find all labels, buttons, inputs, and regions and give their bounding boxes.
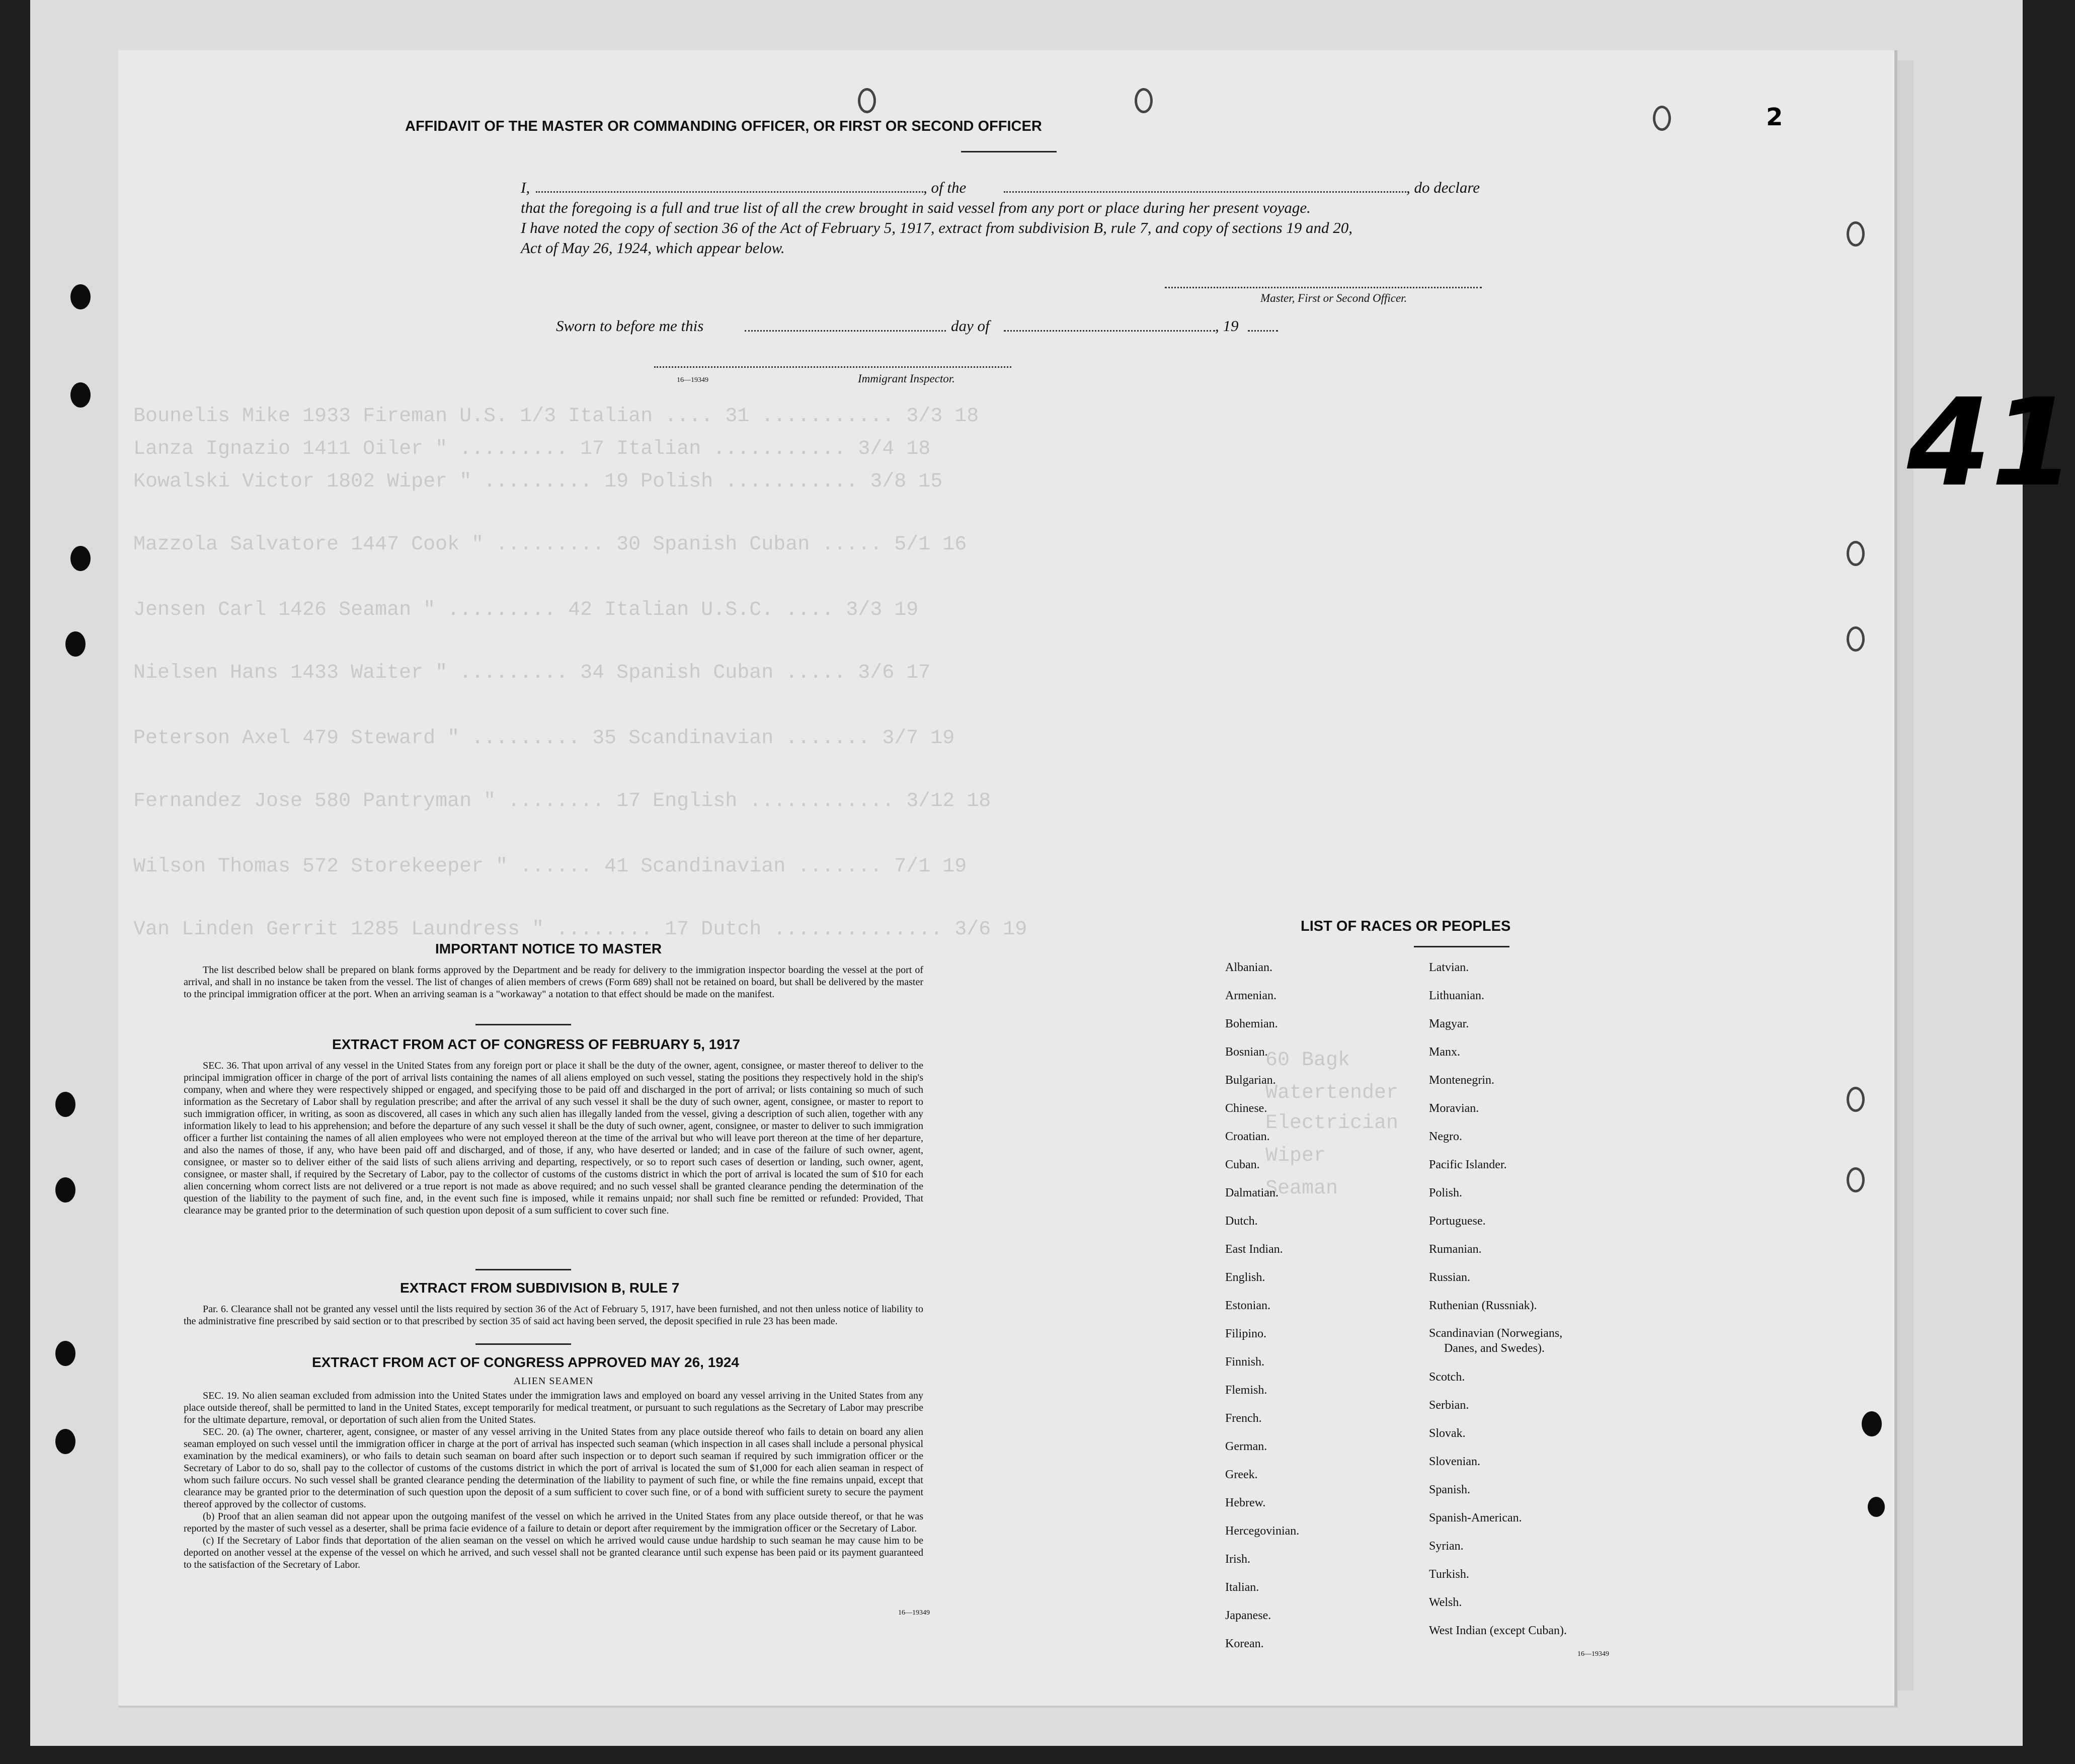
- races-right-upper: [1429, 953, 1567, 1320]
- race-entry: Welsh.: [1429, 1596, 1462, 1609]
- affidavit-line-2: that the foregoing is a full and true list of all the crew brought in said vessel from any port or place during her present voyage.: [521, 199, 1311, 216]
- notice-text: The list described below shall be prepared on blank forms approved by the Department and be ready for delivery to the immigration inspector boarding the vessel at the port of arrival, and shall in no instance be taken from the vessel. The list of changes of alien members of crews (Form 689) shall not be retained on board, but shall be delivered by the master to the principal immigration officer at the port. When an arriving seaman is a "workaway" a notation to that effect should be made on the manifest.: [184, 965, 923, 1000]
- master-caption: Master, First or Second Officer.: [1260, 292, 1407, 304]
- divider: [475, 1343, 571, 1345]
- bleed-through-row: Fernandez Jose 580 Pantryman " ........ 17 English ............ 3/12 18: [133, 790, 991, 813]
- binder-ring: [1847, 626, 1865, 652]
- sworn-label: Sworn to before me this: [556, 317, 704, 335]
- master-signature-blank[interactable]: [1165, 287, 1482, 288]
- race-entry: Hercegovinian.: [1225, 1525, 1300, 1538]
- binder-ring: [1847, 221, 1865, 247]
- binder-ring: [858, 88, 876, 113]
- race-entry: Scotch.: [1429, 1371, 1465, 1384]
- bleed-through-row: Lanza Ignazio 1411 Oiler " ......... 17 Italian ........... 3/4 18: [133, 438, 931, 460]
- bleed-through-row: Nielsen Hans 1433 Waiter " ......... 34 Spanish Cuban ..... 3/6 17: [133, 662, 931, 684]
- bleed-through-row: Wilson Thomas 572 Storekeeper " ...... 41 Scandinavian ....... 7/1 19: [133, 855, 967, 878]
- race-entry: Negro.: [1429, 1130, 1462, 1143]
- year-label: , 19: [1215, 317, 1239, 335]
- race-entry: Latvian.: [1429, 961, 1469, 974]
- race-entry: Spanish.: [1429, 1483, 1471, 1496]
- race-entry: Finnish.: [1225, 1355, 1265, 1369]
- inspector-signature-blank[interactable]: [654, 366, 1011, 368]
- handwritten-sheet-number: 41: [1907, 372, 2075, 513]
- affidavit-line-i: I,: [521, 179, 530, 196]
- race-entry: Spanish-American.: [1429, 1511, 1522, 1525]
- race-entry: Estonian.: [1225, 1299, 1270, 1312]
- race-entry: Dutch.: [1225, 1215, 1258, 1228]
- notice-title: IMPORTANT NOTICE TO MASTER: [435, 941, 662, 956]
- race-entry: Greek.: [1225, 1468, 1258, 1481]
- race-entry: Hebrew.: [1225, 1496, 1266, 1509]
- race-entry: Dalmatian.: [1225, 1186, 1279, 1199]
- race-entry: Rumanian.: [1429, 1243, 1482, 1256]
- bleed-through-row: Kowalski Victor 1802 Wiper " ......... 19 Polish ........... 3/8 15: [133, 470, 943, 493]
- race-entry: Bulgarian.: [1225, 1074, 1276, 1087]
- punch-hole: [55, 1341, 75, 1366]
- inspector-caption: Immigrant Inspector.: [858, 372, 955, 385]
- race-entry: Armenian.: [1225, 989, 1276, 1002]
- day-of-label: day of: [951, 317, 990, 335]
- document-page: [118, 50, 1897, 1708]
- races-right-lower: [1429, 1363, 1567, 1645]
- race-entry: West Indian (except Cuban).: [1429, 1624, 1567, 1637]
- punch-hole: [70, 382, 91, 408]
- punch-hole: [70, 284, 91, 309]
- bleed-through-row: Watertender: [1265, 1082, 1399, 1104]
- bleed-through-row: Jensen Carl 1426 Seaman " ......... 42 Italian U.S.C. .... 3/3 19: [133, 599, 919, 621]
- punch-hole: [1862, 1411, 1882, 1436]
- affidavit-form-number: 16—19349: [677, 376, 708, 384]
- race-entry: Montenegrin.: [1429, 1074, 1494, 1087]
- affidavit-line-of: , of the: [923, 179, 967, 196]
- vessel-blank[interactable]: [1004, 191, 1406, 193]
- year-blank[interactable]: [1248, 330, 1278, 332]
- binder-ring: [1847, 1087, 1865, 1112]
- race-entry: Albanian.: [1225, 961, 1272, 974]
- name-blank[interactable]: [536, 191, 923, 193]
- race-entry-line: Danes, and Swedes).: [1444, 1342, 1545, 1355]
- alien-seamen-subtitle: ALIEN SEAMEN: [513, 1376, 594, 1387]
- punch-hole: [70, 546, 91, 571]
- race-entry: Polish.: [1429, 1186, 1463, 1199]
- race-entry: Korean.: [1225, 1637, 1264, 1650]
- race-entry-line: Scandinavian (Norwegians,: [1429, 1327, 1563, 1340]
- affidavit-line-4: Act of May 26, 1924, which appear below.: [521, 239, 785, 257]
- race-entry: Bohemian.: [1225, 1017, 1278, 1030]
- binder-ring: [1135, 88, 1153, 113]
- race-entry: Syrian.: [1429, 1540, 1464, 1553]
- bleed-through-row: Seaman: [1265, 1177, 1338, 1200]
- extract-1917-text: SEC. 36. That upon arrival of any vessel in the United States from any foreign port or place it shall be the duty of the owner, agent, consignee, or master thereof to deliver to the principal immigration officer in charge of the port of arrival lists containing the names of all aliens employed on such vessel, stating the positions they respectively hold in the ship's company, when and where they were respectively shipped or engaged, and specifying those to be paid off and discharged in the port of arrival; or lists containing so much of such information as the Secretary of Labor shall by regulation prescribe; and after the arrival of any such vessel it shall be the duty of such owner, agent, consignee, or master to report to such immigration officer, in writing, as soon as discovered, all cases in which any such alien has illegally landed from the vessel, giving a description of such alien, together with any information likely to lead to his apprehension; and before the departure of any such vessel it shall be the duty of such owner, agent, consignee, or master to deliver to such immigration officer a further list containing the names of all alien employees who were not employed thereon at the time of the arrival but who will leave port thereon at the time of her departure, and also the names of those, if any, who have been paid off and discharged, and of those, if any, who have deserted or landed; and in case of the failure of such owner, agent, consignee, or master so to deliver either of the said lists of such aliens arriving and departing, respectively, or so to report such cases of desertion or landing, such owner, agent, consignee, or master shall, if required by the Secretary of Labor, pay to the collector of customs of the customs district in which the port of arrival is located the sum of $10 for each alien concerning whom correct lists are not delivered or a true report is not made as above required; and no such vessel shall be granted clearance pending the determination of the question of the liability to the payment of such fine, and, in the event such fine is imposed, while it remains unpaid; nor shall such fine be remitted or refunded: Provided, That clearance may be granted prior to the determination of such question upon deposit of a sum sufficient to cover such fine.: [184, 1060, 923, 1216]
- race-entry: Irish.: [1225, 1553, 1250, 1566]
- punch-hole: [55, 1092, 75, 1117]
- affidavit-line-3: I have noted the copy of section 36 of the Act of February 5, 1917, extract from subdivision B, rule 7, and copy of sections 19 and 20,: [521, 219, 1353, 236]
- race-entry: Croatian.: [1225, 1130, 1270, 1143]
- race-entry: Ruthenian (Russniak).: [1429, 1299, 1537, 1312]
- binder-ring: [1847, 1167, 1865, 1192]
- race-entry: Lithuanian.: [1429, 989, 1484, 1002]
- race-entry: Cuban.: [1225, 1158, 1260, 1171]
- races-title: LIST OF RACES OR PEOPLES: [1301, 918, 1511, 934]
- race-entry: Bosnian.: [1225, 1046, 1268, 1059]
- punch-hole: [65, 631, 86, 657]
- race-entry: Japanese.: [1225, 1609, 1271, 1622]
- rule7-title: EXTRACT FROM SUBDIVISION B, RULE 7: [400, 1280, 680, 1296]
- divider: [1414, 946, 1509, 947]
- race-entry: Filipino.: [1225, 1327, 1267, 1340]
- bleed-through-row: Peterson Axel 479 Steward " ......... 35 Scandinavian ....... 3/7 19: [133, 727, 955, 750]
- race-entry: Serbian.: [1429, 1399, 1469, 1412]
- race-entry: Manx.: [1429, 1046, 1460, 1059]
- races-form-number: 16—19349: [1577, 1650, 1609, 1658]
- bleed-through-row: 60 Bagk: [1265, 1049, 1350, 1072]
- race-entry: English.: [1225, 1271, 1265, 1284]
- extract-1924-title: EXTRACT FROM ACT OF CONGRESS APPROVED MAY 26, 1924: [312, 1354, 739, 1370]
- race-entry: Slovak.: [1429, 1427, 1466, 1440]
- race-entry: Russian.: [1429, 1271, 1471, 1284]
- extract-form-number: 16—19349: [898, 1609, 930, 1617]
- race-entry: Pacific Islander.: [1429, 1158, 1507, 1171]
- bleed-through-row: Electrician: [1265, 1112, 1399, 1135]
- bleed-through-row: Van Linden Gerrit 1285 Laundress " ........ 17 Dutch .............. 3/6 19: [133, 918, 1027, 941]
- binder-ring: [1847, 541, 1865, 566]
- divider: [961, 151, 1057, 152]
- race-entry: Magyar.: [1429, 1017, 1469, 1030]
- binder-ring: [1653, 106, 1671, 131]
- race-entry: Turkish.: [1429, 1568, 1469, 1581]
- bleed-through-row: Bounelis Mike 1933 Fireman U.S. 1/3 Italian .... 31 ........... 3/3 18: [133, 405, 979, 428]
- race-entry: Portuguese.: [1429, 1215, 1486, 1228]
- divider: [475, 1024, 571, 1025]
- punch-hole: [55, 1429, 75, 1454]
- races-left-column: [1225, 953, 1299, 1658]
- race-entry: Chinese.: [1225, 1102, 1267, 1115]
- handwritten-corner-mark: 2: [1766, 103, 1783, 131]
- race-entry: German.: [1225, 1440, 1267, 1453]
- race-entry: Slovenian.: [1429, 1455, 1480, 1468]
- bleed-through-row: Mazzola Salvatore 1447 Cook " ......... 30 Spanish Cuban ..... 5/1 16: [133, 533, 967, 556]
- race-entry: Moravian.: [1429, 1102, 1479, 1115]
- rule7-text: Par. 6. Clearance shall not be granted any vessel until the lists required by section 36 of the Act of February 5, 1917, have been furnished, and not then unless notice of liability to the administrative fine prescribed by said section or to that prescribed by section 35 of said act having been served, the deposit specified in rule 23 has been made.: [184, 1304, 923, 1327]
- punch-hole: [55, 1177, 75, 1202]
- races-right-column: [1429, 953, 1567, 1645]
- race-entry-scandinavian: [1429, 1320, 1567, 1363]
- affidavit-title: AFFIDAVIT OF THE MASTER OR COMMANDING OFFICER, OR FIRST OR SECOND OFFICER: [405, 118, 1042, 134]
- affidavit-line-declare: , do declare: [1406, 179, 1480, 196]
- punch-hole: [1868, 1497, 1885, 1517]
- sworn-day-blank[interactable]: [745, 330, 946, 332]
- race-entry: French.: [1225, 1412, 1262, 1425]
- extract-1924-text: SEC. 19. No alien seaman excluded from admission into the United States under the immigration laws and employed on board any vessel arriving in the United States from any place outside thereof, shall be permitted to land in the United States, except temporarily for medical treatment, or pursuant to such regulations as the Secretary of Labor may prescribe for the ultimate departure, removal, or deportation of such alien from the United States. SEC. 20. (a) The owner, charterer, agent, consignee, or master of any vessel arriving in the United States from any place outside thereof who fails to detain on board any alien seaman employed on such vessel until the immigration officer in charge at the port of arrival has inspected such seaman (which inspection in all cases shall include a personal physical examination by the medical examiners), or who fails to detain such seaman on board after such inspection or to deport such seaman if required by such immigration officer or the Secretary of Labor to do so, shall pay to the collector of customs of the customs district in which the port of arrival is located the sum of $1,000 for each alien seaman in respect of whom such failure occurs. No such vessel shall be granted clearance pending the determination of the liability to payment of such fine, or while the fine remains unpaid, except that clearance may be granted prior to the determination of such question upon the deposit of a sum sufficient to cover such fine, or of a bond with sufficient surety to secure the payment thereof approved by the collector of customs. (b) Proof that an alien seaman did not appear upon the outgoing manifest of the vessel on which he arrived in the United States from any place outside thereof, or that he was reported by the master of such vessel as a deserter, shall be prima facie evidence of a failure to detain or deport after requirement by the immigration officer or the Secretary of Labor. (c) If the Secretary of Labor finds that deportation of the alien seaman on the vessel on which he arrived would cause undue hardship to such seaman he may cause him to be deported on another vessel at the expense of the vessel on which he arrived, and such vessel shall not be granted clearance until such expense has been paid or its payment guaranteed to the satisfaction of the Secretary of Labor.: [184, 1390, 923, 1570]
- divider: [475, 1269, 571, 1270]
- sworn-month-blank[interactable]: [1004, 330, 1215, 332]
- bleed-through-row: Wiper: [1265, 1145, 1326, 1167]
- race-entry: East Indian.: [1225, 1243, 1283, 1256]
- race-entry: Italian.: [1225, 1581, 1259, 1594]
- extract-1917-title: EXTRACT FROM ACT OF CONGRESS OF FEBRUARY 5, 1917: [332, 1036, 741, 1052]
- race-entry: Flemish.: [1225, 1384, 1267, 1397]
